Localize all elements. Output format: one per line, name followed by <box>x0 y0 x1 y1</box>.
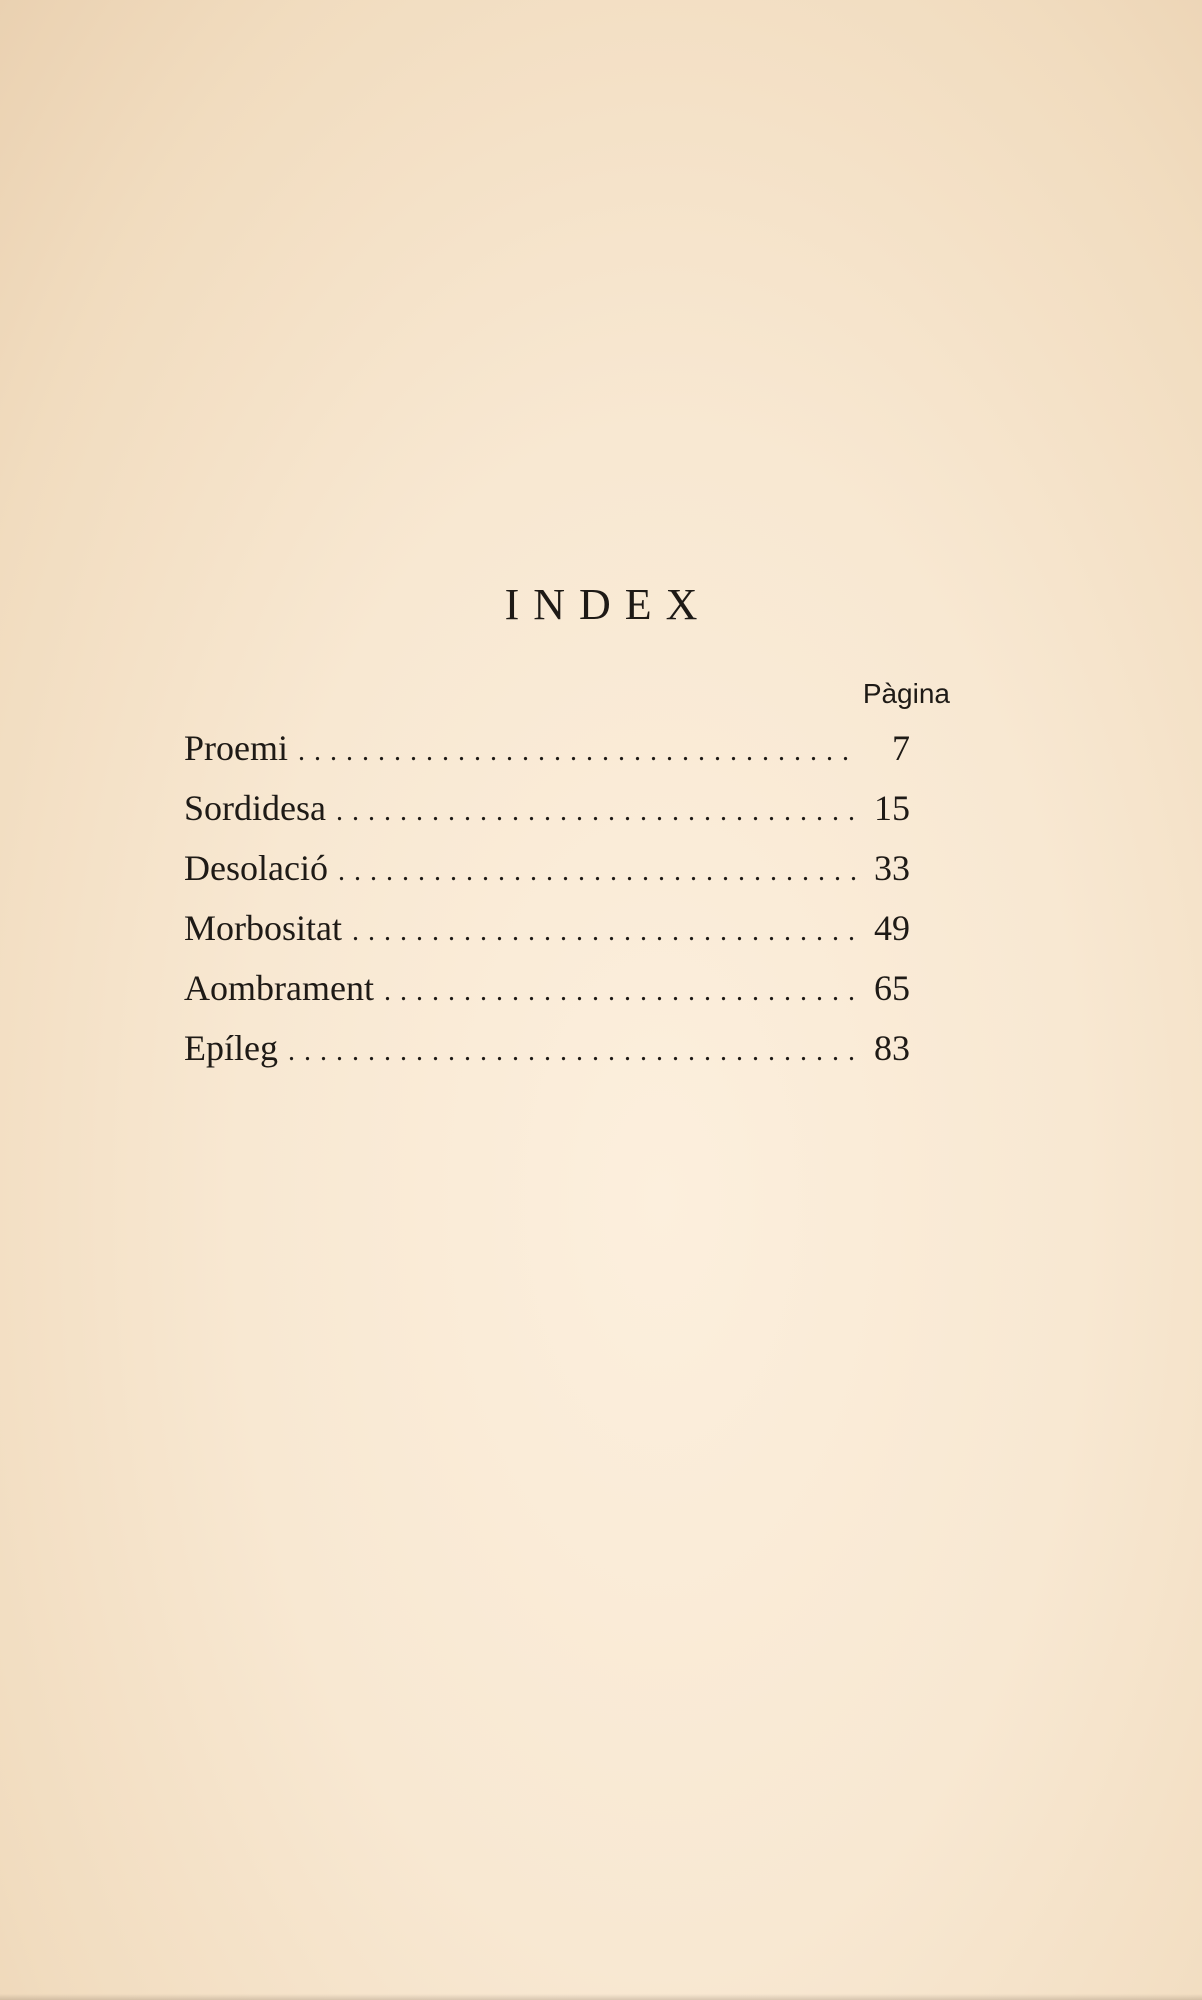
dot-leader <box>288 1022 856 1082</box>
dot-leader <box>352 902 856 962</box>
page-column-header: Pàgina <box>862 678 950 709</box>
toc-entry-morbositat <box>184 898 910 958</box>
toc-entry-page: 83 <box>874 1028 910 1068</box>
toc-entry-title: Aombrament <box>184 968 374 1008</box>
toc-entry-epileg <box>184 1018 910 1078</box>
toc-entry-title: Morbositat <box>184 908 342 948</box>
dot-leader <box>338 842 856 902</box>
dot-leader <box>336 782 856 842</box>
toc-entry-title: Proemi <box>184 728 288 768</box>
toc-entry-page: 65 <box>874 968 910 1008</box>
toc-entry-aombrament <box>184 958 910 1018</box>
toc-entry-page: 33 <box>874 848 910 888</box>
toc-entry-page: 49 <box>874 908 910 948</box>
toc-entry-sordidesa <box>184 778 910 838</box>
dot-leader <box>298 722 856 782</box>
page-title: INDEX <box>504 580 712 629</box>
dot-leader <box>384 962 856 1022</box>
toc-entry-desolacio <box>184 838 910 898</box>
toc-entry-title: Desolació <box>184 848 328 888</box>
toc-entry-title: Epíleg <box>184 1028 278 1068</box>
toc-entry-page: 7 <box>892 728 910 768</box>
toc-entry-page: 15 <box>874 788 910 828</box>
toc-entry-title: Sordidesa <box>184 788 326 828</box>
toc-entry-proemi <box>184 718 910 778</box>
page-edge <box>0 1994 1202 2000</box>
table-of-contents <box>184 718 910 1078</box>
